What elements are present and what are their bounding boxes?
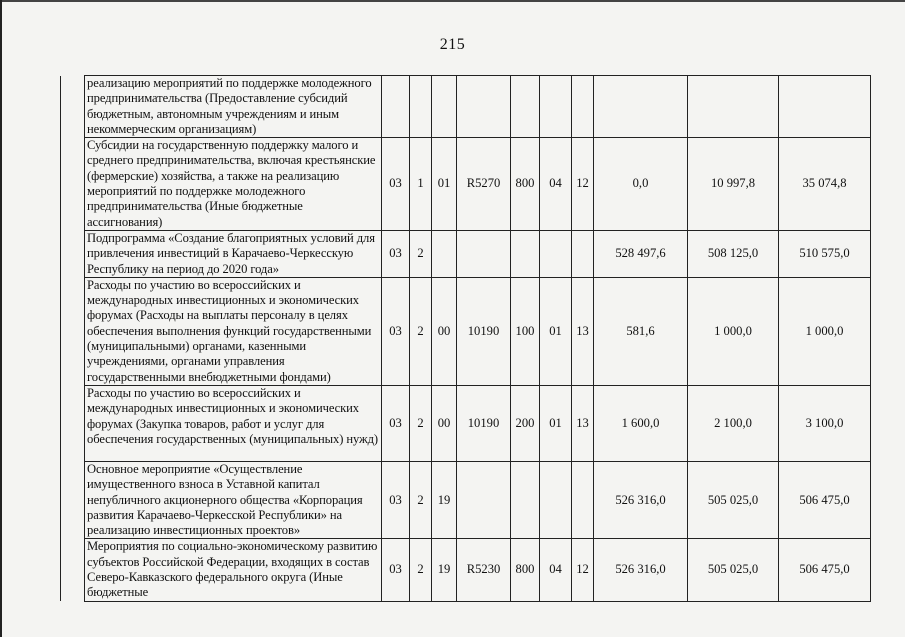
cell-expense-type: 200 bbox=[511, 385, 540, 461]
row-description: Расходы по участию во всероссийских и международных инвестиционных и экономических форумах (Расходы на выплаты персоналу в целях обеспечения выполнения функций государственными (муниципальными) органами, казенными учреждениями, органами управления государственными внебюджетными фондами) bbox=[85, 277, 382, 385]
cell-direction: R5230 bbox=[457, 539, 511, 601]
cell-subsection: 12 bbox=[572, 138, 594, 231]
cell-section: 01 bbox=[540, 277, 572, 385]
cell-sum-1: 526 316,0 bbox=[594, 461, 688, 538]
cell-subsection bbox=[572, 230, 594, 277]
cell-sum-1: 581,6 bbox=[594, 277, 688, 385]
cell-expense-type: 800 bbox=[511, 138, 540, 231]
scan-left-edge bbox=[0, 0, 2, 637]
cell-sum-2: 2 100,0 bbox=[688, 385, 779, 461]
cell-sum-3 bbox=[779, 76, 871, 138]
row-description: Расходы по участию во всероссийских и международных инвестиционных и экономических форумах (Закупка товаров, работ и услуг для обеспечения государственных (муниципальных) нужд) bbox=[85, 385, 382, 461]
cell-subsection: 13 bbox=[572, 385, 594, 461]
cell-direction bbox=[457, 461, 511, 538]
cell-pp: 2 bbox=[410, 461, 432, 538]
cell-sum-2 bbox=[688, 76, 779, 138]
margin-cell bbox=[61, 76, 85, 138]
table-row bbox=[61, 230, 871, 277]
row-description: Мероприятия по социально-экономическому развитию субъектов Российской Федерации, входящих в состав Северо-Кавказского федерального округа (Иные бюджетные bbox=[85, 539, 382, 601]
cell-pp bbox=[410, 76, 432, 138]
cell-subsection: 13 bbox=[572, 277, 594, 385]
cell-section bbox=[540, 461, 572, 538]
table-row bbox=[61, 277, 871, 385]
margin-cell bbox=[61, 385, 85, 461]
cell-gp: 03 bbox=[382, 461, 410, 538]
cell-gp: 03 bbox=[382, 539, 410, 601]
scan-top-edge bbox=[0, 0, 905, 2]
cell-pp: 2 bbox=[410, 277, 432, 385]
cell-gp bbox=[382, 76, 410, 138]
cell-gp: 03 bbox=[382, 230, 410, 277]
page-number: 215 bbox=[439, 36, 466, 53]
budget-table bbox=[60, 75, 871, 602]
cell-subsection: 12 bbox=[572, 539, 594, 601]
cell-gp: 03 bbox=[382, 138, 410, 231]
cell-section: 04 bbox=[540, 138, 572, 231]
row-description: Субсидии на государственную поддержку малого и среднего предпринимательства, включая крестьянские (фермерские) хозяйства, а также на реализацию мероприятий по поддержке молодежного предпринимательства (Иные бюджетные ассигнования) bbox=[85, 138, 382, 231]
cell-section bbox=[540, 230, 572, 277]
cell-sum-3: 35 074,8 bbox=[779, 138, 871, 231]
margin-cell bbox=[61, 539, 85, 601]
cell-om bbox=[432, 230, 457, 277]
row-description: Подпрограмма «Создание благоприятных условий для привлечения инвестиций в Карачаево-Черкесскую Республику на период до 2020 года» bbox=[85, 230, 382, 277]
cell-sum-3: 510 575,0 bbox=[779, 230, 871, 277]
cell-expense-type bbox=[511, 230, 540, 277]
cell-pp: 2 bbox=[410, 539, 432, 601]
cell-sum-1: 528 497,6 bbox=[594, 230, 688, 277]
cell-direction: 10190 bbox=[457, 385, 511, 461]
cell-direction: 10190 bbox=[457, 277, 511, 385]
cell-om: 19 bbox=[432, 461, 457, 538]
table-row bbox=[61, 461, 871, 538]
cell-expense-type bbox=[511, 76, 540, 138]
table-row bbox=[61, 76, 871, 138]
cell-pp: 2 bbox=[410, 230, 432, 277]
cell-sum-3: 506 475,0 bbox=[779, 539, 871, 601]
cell-expense-type bbox=[511, 461, 540, 538]
cell-section: 01 bbox=[540, 385, 572, 461]
cell-om: 19 bbox=[432, 539, 457, 601]
cell-sum-1: 1 600,0 bbox=[594, 385, 688, 461]
cell-sum-2: 505 025,0 bbox=[688, 461, 779, 538]
table-row bbox=[61, 385, 871, 461]
cell-section bbox=[540, 76, 572, 138]
cell-sum-3: 506 475,0 bbox=[779, 461, 871, 538]
cell-sum-3: 3 100,0 bbox=[779, 385, 871, 461]
margin-cell bbox=[61, 138, 85, 231]
cell-gp: 03 bbox=[382, 277, 410, 385]
cell-sum-2: 505 025,0 bbox=[688, 539, 779, 601]
cell-om: 00 bbox=[432, 385, 457, 461]
margin-cell bbox=[61, 277, 85, 385]
table-row bbox=[61, 138, 871, 231]
cell-pp: 1 bbox=[410, 138, 432, 231]
cell-subsection bbox=[572, 76, 594, 138]
cell-sum-1: 526 316,0 bbox=[594, 539, 688, 601]
table-row bbox=[61, 539, 871, 601]
cell-expense-type: 100 bbox=[511, 277, 540, 385]
cell-om: 00 bbox=[432, 277, 457, 385]
cell-sum-3: 1 000,0 bbox=[779, 277, 871, 385]
cell-subsection bbox=[572, 461, 594, 538]
row-description: реализацию мероприятий по поддержке молодежного предпринимательства (Предоставление субсидий бюджетным, автономным учреждениям и иным некоммерческим организациям) bbox=[85, 76, 382, 138]
cell-sum-2: 10 997,8 bbox=[688, 138, 779, 231]
cell-om: 01 bbox=[432, 138, 457, 231]
cell-sum-1 bbox=[594, 76, 688, 138]
cell-om bbox=[432, 76, 457, 138]
cell-direction: R5270 bbox=[457, 138, 511, 231]
cell-direction bbox=[457, 230, 511, 277]
cell-sum-2: 1 000,0 bbox=[688, 277, 779, 385]
margin-cell bbox=[61, 461, 85, 538]
margin-cell bbox=[61, 230, 85, 277]
cell-expense-type: 800 bbox=[511, 539, 540, 601]
cell-section: 04 bbox=[540, 539, 572, 601]
row-description: Основное мероприятие «Осуществление имущественного взноса в Уставной капитал непубличного акционерного общества «Корпорация развития Карачаево-Черкесской Республики» на реализацию инвестиционных проектов» bbox=[85, 461, 382, 538]
cell-sum-1: 0,0 bbox=[594, 138, 688, 231]
cell-sum-2: 508 125,0 bbox=[688, 230, 779, 277]
cell-direction bbox=[457, 76, 511, 138]
cell-gp: 03 bbox=[382, 385, 410, 461]
cell-pp: 2 bbox=[410, 385, 432, 461]
